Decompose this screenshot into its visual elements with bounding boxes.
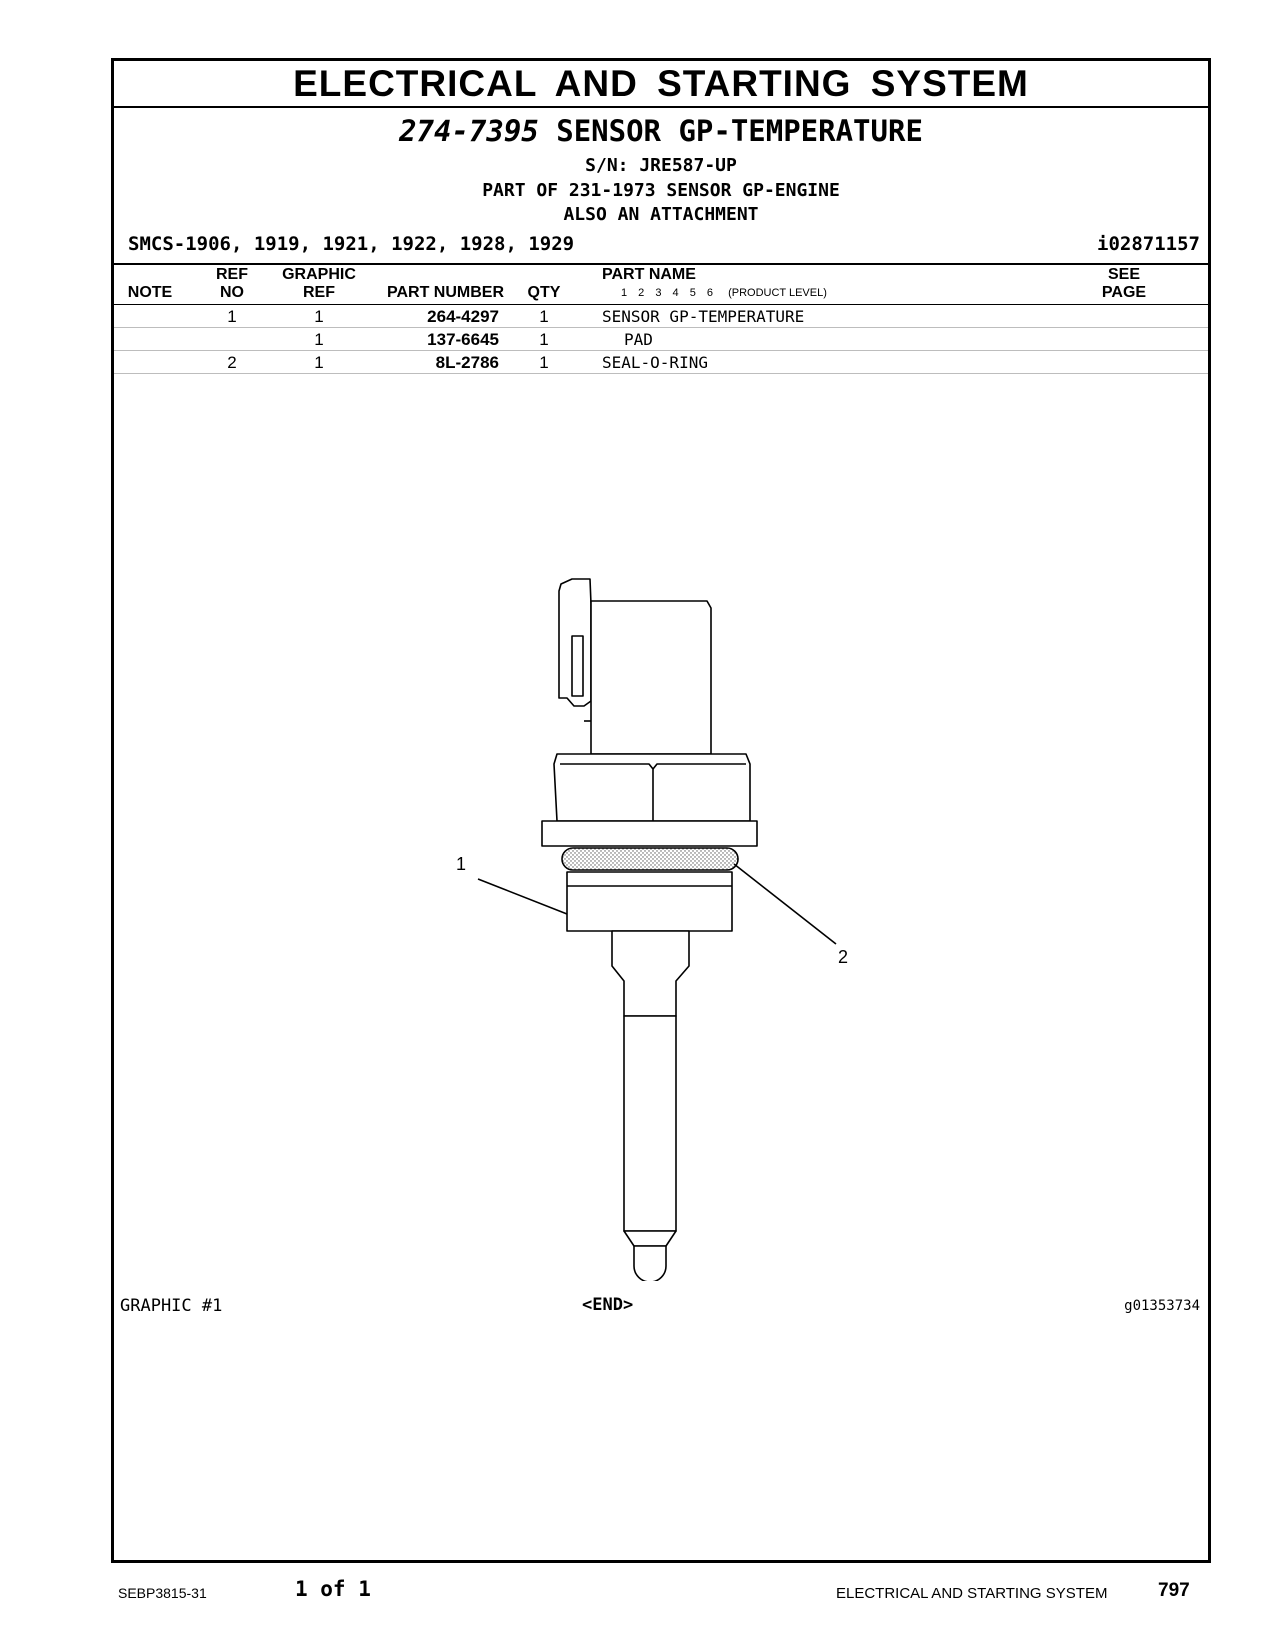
header-divider — [114, 263, 1208, 265]
probe-tip — [634, 1246, 666, 1281]
col-see-page — [1089, 266, 1159, 302]
shaft-collar — [612, 931, 689, 1016]
probe-taper — [624, 1231, 676, 1246]
table-row — [114, 351, 1208, 374]
connector-body — [591, 601, 711, 754]
row-part-number: 264-4297 — [427, 307, 499, 326]
heading-part-number: 274-7395 — [399, 114, 539, 148]
col-ref-bottom: NO — [220, 284, 244, 301]
row-graphic: 1 — [314, 353, 324, 372]
page-frame — [111, 58, 1211, 1563]
col-part-name: PART NAME — [602, 266, 696, 283]
probe — [624, 1016, 676, 1231]
row-part-name: PAD — [624, 330, 653, 349]
col-graphic — [274, 266, 364, 302]
product-level-label: (PRODUCT LEVEL) — [728, 287, 827, 299]
o-ring — [562, 848, 738, 870]
row-qty: 1 — [539, 330, 549, 349]
row-graphic: 1 — [314, 330, 324, 349]
smcs-codes: SMCS-1906, 1919, 1921, 1922, 1928, 1929 — [128, 233, 575, 255]
table-row — [114, 305, 1208, 328]
graphic-label: GRAPHIC #1 — [120, 1296, 223, 1316]
row-part-number: 137-6645 — [427, 330, 499, 349]
latch-window — [572, 636, 583, 696]
col-ref-top: REF — [216, 266, 248, 283]
part-of: PART OF 231-1973 SENSOR GP-ENGINE — [482, 180, 840, 201]
section-title: ELECTRICAL AND STARTING SYSTEM — [114, 61, 1208, 108]
footer-page-of: 1 of 1 — [295, 1577, 371, 1601]
graphic-number: g01353734 — [1124, 1298, 1200, 1314]
row-graphic: 1 — [314, 307, 324, 326]
col-graphic-bottom: REF — [303, 284, 335, 301]
flange — [542, 821, 757, 846]
product-levels-numbers: 1 2 3 4 5 6 — [621, 287, 713, 299]
col-qty: QTY — [527, 284, 561, 301]
row-ref: 2 — [227, 353, 237, 372]
sensor-drawing — [434, 576, 894, 1281]
heading-part-name: SENSOR GP-TEMPERATURE — [556, 114, 923, 148]
table-row — [114, 328, 1208, 351]
col-ref — [212, 266, 252, 302]
row-part-number: 8L-2786 — [435, 353, 499, 372]
col-see-top: SEE — [1107, 266, 1140, 283]
pad-body — [567, 872, 732, 931]
callout-1-leader — [478, 879, 567, 914]
col-graphic-top: GRAPHIC — [282, 266, 356, 283]
col-note: NOTE — [127, 284, 173, 301]
footer-page-number: 797 — [1158, 1580, 1190, 1601]
end-label: <END> — [582, 1295, 634, 1315]
footer-doc-number: SEBP3815-31 — [118, 1585, 207, 1601]
col-see-bottom: PAGE — [1101, 284, 1147, 301]
row-qty: 1 — [539, 307, 549, 326]
col-part-number: PART NUMBER — [386, 284, 504, 301]
attachment-note: ALSO AN ATTACHMENT — [563, 204, 759, 225]
row-part-name: SEAL-O-RING — [602, 353, 708, 372]
footer-system: ELECTRICAL AND STARTING SYSTEM — [836, 1585, 1108, 1602]
product-levels — [621, 287, 827, 299]
document-id: i02871157 — [1097, 233, 1200, 255]
callout-2-leader — [734, 864, 836, 944]
part-heading — [114, 114, 1208, 148]
callout-2-label: 2 — [838, 947, 849, 967]
row-ref: 1 — [227, 307, 237, 326]
row-qty: 1 — [539, 353, 549, 372]
callout-1-label: 1 — [456, 854, 467, 874]
row-part-name: SENSOR GP-TEMPERATURE — [602, 307, 805, 326]
serial-number: S/N: JRE587-UP — [585, 155, 737, 176]
